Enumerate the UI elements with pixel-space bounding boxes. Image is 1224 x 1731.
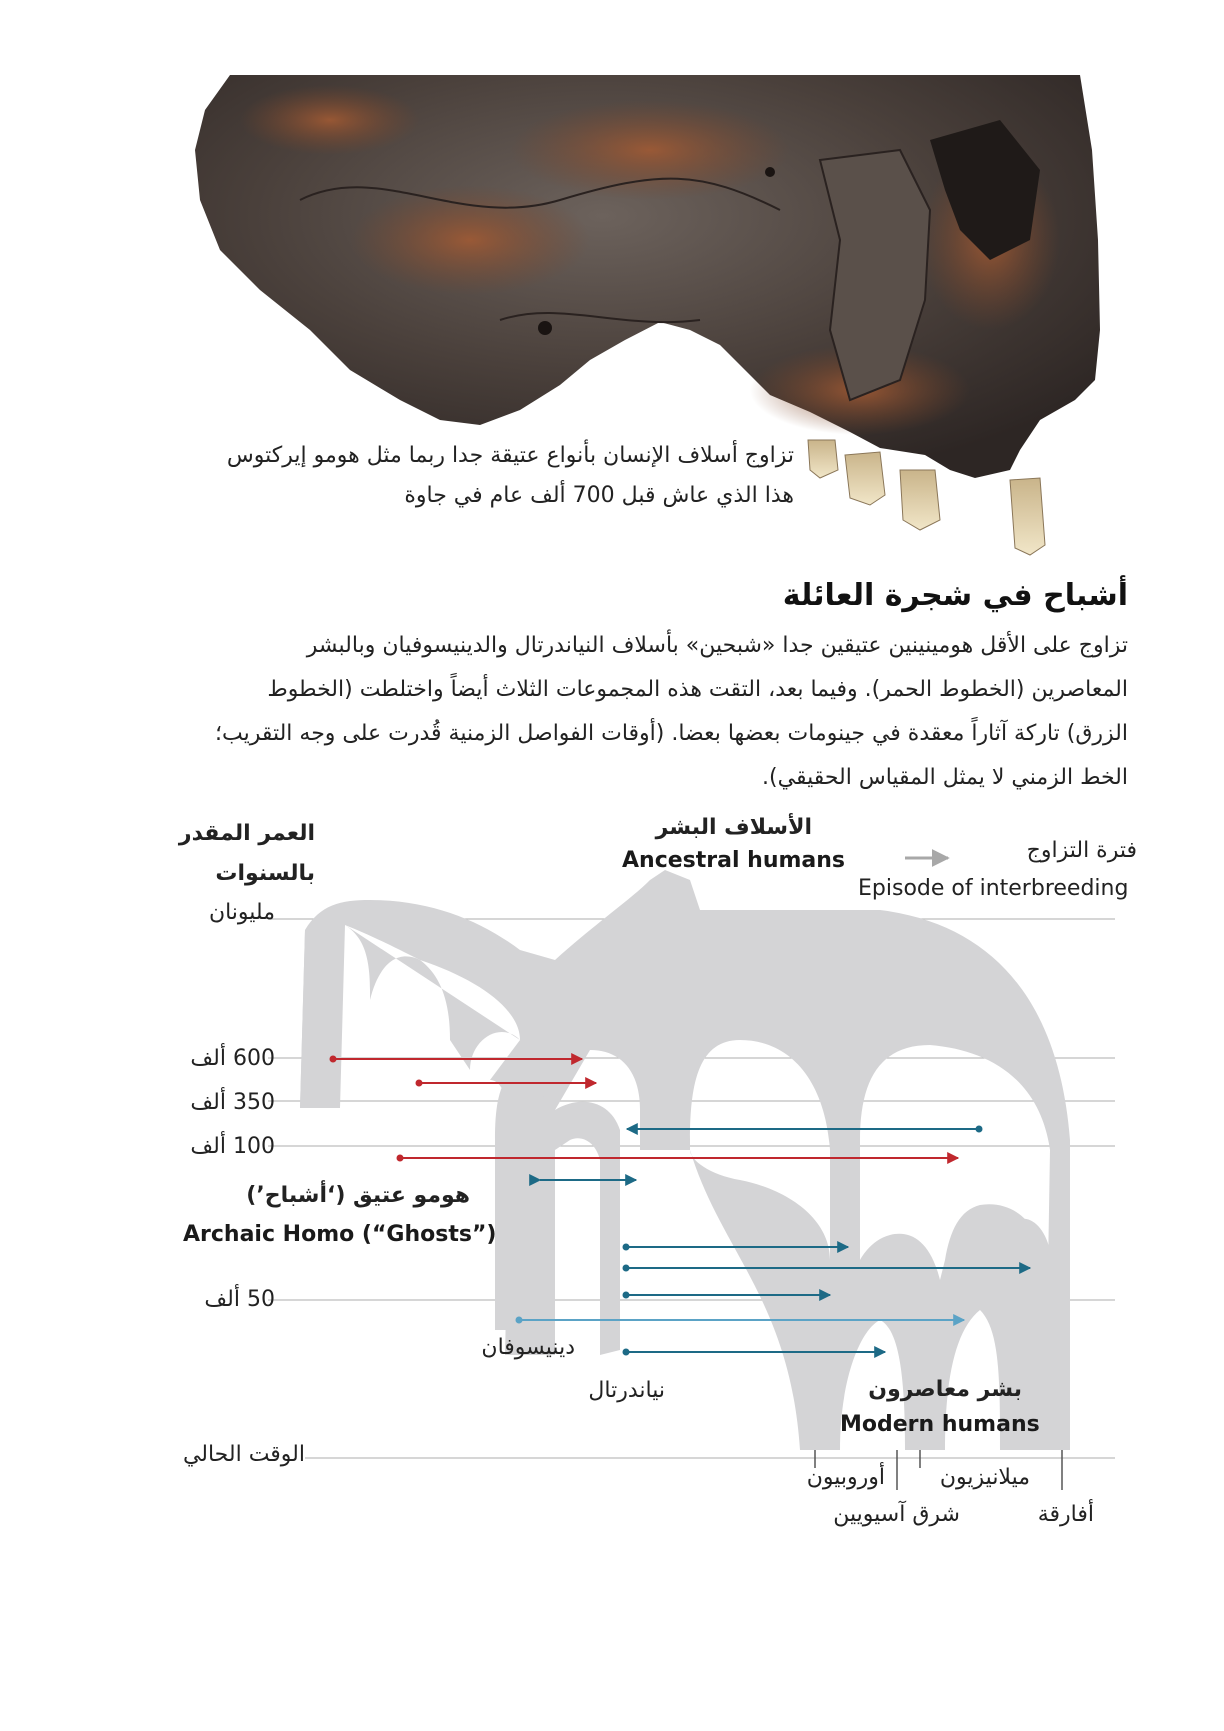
- time-label-2m: مليونان: [208, 900, 275, 925]
- population-europeans: أوروبيون: [806, 1465, 885, 1490]
- age-axis-title-line-1: العمر المقدر: [178, 821, 315, 846]
- denisovan-label: دينيسوفان: [481, 1335, 575, 1360]
- legend-label-ar: فترة التزاوج: [1026, 838, 1137, 863]
- age-axis-title: [165, 814, 315, 894]
- population-africans: أفارقة: [1037, 1502, 1094, 1527]
- red-arrow-3: [397, 1155, 959, 1162]
- population-melanesians: ميلانيزيون: [939, 1465, 1030, 1490]
- article-title: أشباح في شجرة العائلة: [782, 578, 1128, 613]
- time-label-600k: 600 ألف: [190, 1046, 275, 1071]
- modern-humans-en: Modern humans: [840, 1412, 1040, 1437]
- archaic-homo-en: Archaic Homo (“Ghosts”): [183, 1222, 497, 1247]
- photo-caption-line-1: تزاوج أسلاف الإنسان بأنواع عتيقة جدا ربما مثل هومو إيركتوس: [226, 443, 794, 468]
- time-label-50k: 50 ألف: [204, 1287, 275, 1312]
- legend-label-en: Episode of interbreeding: [858, 876, 1129, 901]
- time-label-present: الوقت الحالي: [182, 1442, 305, 1467]
- modern-humans-ar: بشر معاصرون: [868, 1377, 1022, 1402]
- body-line-1: تزاوج على الأقل هومينينين عتيقين جدا «شبحين» بأسلاف النياندرتال والدينيسوفيان وبالبشر: [306, 633, 1128, 658]
- archaic-homo-ar: هومو عتيق (‘أشباح’): [246, 1183, 470, 1208]
- body-line-3: الزرق) تاركة آثاراً معقدة في جينومات بعضها بعضا. (أوقات الفواصل الزمنية قُدرت على وجه التقريب؛: [214, 721, 1128, 746]
- ancestral-humans-ar: الأسلاف البشر: [655, 815, 812, 840]
- tree-shape: [300, 870, 1070, 1450]
- population-east-asians: شرق آسيويين: [833, 1502, 960, 1527]
- ancestral-humans-en: Ancestral humans: [622, 848, 846, 873]
- photo-caption-line-2: هذا الذي عاش قبل 700 ألف عام في جاوة: [404, 483, 794, 508]
- body-line-2: المعاصرين (الخطوط الحمر). وفيما بعد، التقت هذه المجموعات الثلاث أيضاً واختلطت (الخطوط: [267, 677, 1128, 702]
- neanderthal-label: نياندرتال: [588, 1378, 665, 1403]
- age-axis-title-line-2: بالسنوات: [215, 861, 315, 886]
- body-line-4: الخط الزمني لا يمثل المقياس الحقيقي).: [762, 765, 1128, 790]
- time-label-350k: 350 ألف: [190, 1090, 275, 1115]
- time-label-100k: 100 ألف: [190, 1134, 275, 1159]
